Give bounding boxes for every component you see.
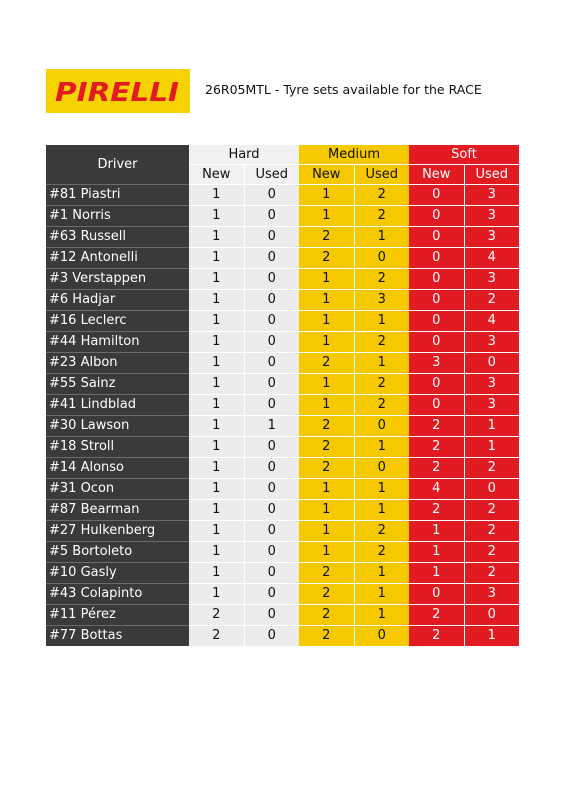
soft-used-cell: 0: [464, 478, 519, 499]
medium-used-cell: 1: [354, 352, 409, 373]
table-row: [46, 541, 519, 562]
medium-new-cell: 2: [299, 562, 354, 583]
page-title: 26R05MTL - Tyre sets available for the RACE: [205, 82, 482, 97]
hard-new-cell: 1: [189, 289, 244, 310]
table-row: [46, 268, 519, 289]
hard-used-cell: 0: [244, 394, 299, 415]
soft-used-cell: 0: [464, 604, 519, 625]
hard-new-cell: 1: [189, 457, 244, 478]
medium-used-cell: 0: [354, 625, 409, 646]
hard-used-cell: 0: [244, 289, 299, 310]
soft-new-cell: 0: [409, 247, 464, 268]
hard-used-cell: 0: [244, 583, 299, 604]
soft-used-cell: 3: [464, 205, 519, 226]
medium-new-cell: 2: [299, 457, 354, 478]
soft-new-cell: 4: [409, 478, 464, 499]
soft-used-cell: 2: [464, 520, 519, 541]
hard-used-cell: 0: [244, 331, 299, 352]
medium-used-header: Used: [354, 164, 409, 184]
soft-new-cell: 0: [409, 184, 464, 205]
soft-new-cell: 1: [409, 520, 464, 541]
medium-new-cell: 1: [299, 499, 354, 520]
driver-cell: #14 Alonso: [46, 457, 189, 478]
soft-new-cell: 0: [409, 268, 464, 289]
medium-new-cell: 1: [299, 394, 354, 415]
soft-used-cell: 3: [464, 583, 519, 604]
soft-new-cell: 2: [409, 436, 464, 457]
hard-new-cell: 1: [189, 562, 244, 583]
medium-used-cell: 2: [354, 268, 409, 289]
table-row: [46, 604, 519, 625]
driver-cell: #3 Verstappen: [46, 268, 189, 289]
soft-new-cell: 3: [409, 352, 464, 373]
medium-used-cell: 1: [354, 478, 409, 499]
hard-used-cell: 1: [244, 415, 299, 436]
soft-new-cell: 0: [409, 373, 464, 394]
medium-new-cell: 1: [299, 310, 354, 331]
medium-used-cell: 2: [354, 394, 409, 415]
medium-used-cell: 1: [354, 226, 409, 247]
soft-used-cell: 0: [464, 352, 519, 373]
hard-new-cell: 1: [189, 583, 244, 604]
medium-used-cell: 2: [354, 520, 409, 541]
table-row: [46, 625, 519, 646]
hard-used-cell: 0: [244, 352, 299, 373]
medium-group-header: Medium: [299, 145, 409, 164]
medium-new-cell: 2: [299, 247, 354, 268]
medium-new-cell: 2: [299, 625, 354, 646]
medium-new-cell: 1: [299, 205, 354, 226]
table-row: [46, 352, 519, 373]
hard-used-cell: 0: [244, 499, 299, 520]
hard-used-cell: 0: [244, 184, 299, 205]
soft-new-cell: 0: [409, 289, 464, 310]
table-row: [46, 436, 519, 457]
soft-used-cell: 3: [464, 184, 519, 205]
medium-used-cell: 1: [354, 583, 409, 604]
soft-used-cell: 1: [464, 625, 519, 646]
soft-used-cell: 3: [464, 373, 519, 394]
table-row: [46, 415, 519, 436]
soft-new-cell: 2: [409, 499, 464, 520]
medium-new-cell: 1: [299, 331, 354, 352]
soft-used-cell: 2: [464, 541, 519, 562]
medium-new-cell: 1: [299, 184, 354, 205]
hard-new-cell: 1: [189, 352, 244, 373]
medium-new-cell: 1: [299, 289, 354, 310]
soft-used-cell: 2: [464, 499, 519, 520]
soft-group-header: Soft: [409, 145, 519, 164]
soft-new-cell: 2: [409, 625, 464, 646]
table-row: [46, 478, 519, 499]
soft-new-cell: 0: [409, 331, 464, 352]
table-row: [46, 499, 519, 520]
soft-used-cell: 3: [464, 394, 519, 415]
medium-used-cell: 1: [354, 436, 409, 457]
hard-used-cell: 0: [244, 226, 299, 247]
medium-used-cell: 2: [354, 205, 409, 226]
table-row: [46, 184, 519, 205]
soft-new-cell: 2: [409, 604, 464, 625]
soft-new-cell: 0: [409, 310, 464, 331]
medium-new-cell: 1: [299, 541, 354, 562]
hard-used-cell: 0: [244, 247, 299, 268]
hard-new-cell: 1: [189, 373, 244, 394]
medium-used-cell: 2: [354, 541, 409, 562]
hard-new-cell: 1: [189, 310, 244, 331]
hard-new-cell: 1: [189, 247, 244, 268]
soft-new-cell: 1: [409, 541, 464, 562]
driver-cell: #43 Colapinto: [46, 583, 189, 604]
hard-new-cell: 1: [189, 331, 244, 352]
soft-used-cell: 3: [464, 268, 519, 289]
driver-cell: #77 Bottas: [46, 625, 189, 646]
medium-used-cell: 2: [354, 184, 409, 205]
soft-used-cell: 1: [464, 415, 519, 436]
driver-cell: #55 Sainz: [46, 373, 189, 394]
hard-used-cell: 0: [244, 604, 299, 625]
hard-new-cell: 1: [189, 415, 244, 436]
medium-new-cell: 2: [299, 604, 354, 625]
hard-used-cell: 0: [244, 625, 299, 646]
hard-new-cell: 1: [189, 478, 244, 499]
soft-new-header: New: [409, 164, 464, 184]
driver-cell: #81 Piastri: [46, 184, 189, 205]
medium-used-cell: 0: [354, 247, 409, 268]
medium-new-cell: 2: [299, 415, 354, 436]
table-row: [46, 226, 519, 247]
soft-new-cell: 2: [409, 457, 464, 478]
hard-used-cell: 0: [244, 268, 299, 289]
driver-cell: #5 Bortoleto: [46, 541, 189, 562]
hard-used-cell: 0: [244, 310, 299, 331]
driver-cell: #41 Lindblad: [46, 394, 189, 415]
soft-used-cell: 2: [464, 289, 519, 310]
soft-used-cell: 2: [464, 562, 519, 583]
hard-new-cell: 2: [189, 604, 244, 625]
driver-cell: #31 Ocon: [46, 478, 189, 499]
driver-cell: #10 Gasly: [46, 562, 189, 583]
table-row: [46, 331, 519, 352]
hard-new-cell: 1: [189, 499, 244, 520]
table-row: [46, 583, 519, 604]
hard-used-cell: 0: [244, 541, 299, 562]
soft-used-cell: 4: [464, 310, 519, 331]
medium-used-cell: 1: [354, 562, 409, 583]
hard-new-cell: 1: [189, 520, 244, 541]
pirelli-logo: [46, 69, 190, 113]
table-row: [46, 562, 519, 583]
hard-used-header: Used: [244, 164, 299, 184]
soft-new-cell: 0: [409, 394, 464, 415]
medium-used-cell: 0: [354, 457, 409, 478]
soft-new-cell: 0: [409, 583, 464, 604]
driver-cell: #16 Leclerc: [46, 310, 189, 331]
table-row: [46, 247, 519, 268]
hard-used-cell: 0: [244, 436, 299, 457]
medium-used-cell: 1: [354, 499, 409, 520]
medium-used-cell: 1: [354, 310, 409, 331]
hard-new-cell: 1: [189, 541, 244, 562]
hard-used-cell: 0: [244, 478, 299, 499]
driver-cell: #23 Albon: [46, 352, 189, 373]
soft-new-cell: 0: [409, 226, 464, 247]
hard-new-header: New: [189, 164, 244, 184]
hard-used-cell: 0: [244, 457, 299, 478]
driver-cell: #18 Stroll: [46, 436, 189, 457]
table-row: [46, 310, 519, 331]
medium-new-cell: 1: [299, 268, 354, 289]
driver-cell: #27 Hulkenberg: [46, 520, 189, 541]
hard-new-cell: 1: [189, 394, 244, 415]
medium-used-cell: 3: [354, 289, 409, 310]
tyre-sets-table: [46, 145, 519, 646]
driver-cell: #12 Antonelli: [46, 247, 189, 268]
medium-new-cell: 2: [299, 226, 354, 247]
hard-used-cell: 0: [244, 520, 299, 541]
soft-used-header: Used: [464, 164, 519, 184]
medium-used-cell: 2: [354, 373, 409, 394]
hard-new-cell: 1: [189, 226, 244, 247]
medium-used-cell: 0: [354, 415, 409, 436]
soft-used-cell: 3: [464, 331, 519, 352]
hard-new-cell: 1: [189, 184, 244, 205]
medium-new-cell: 2: [299, 583, 354, 604]
medium-used-cell: 2: [354, 331, 409, 352]
driver-cell: #1 Norris: [46, 205, 189, 226]
pirelli-logo-mark: [53, 77, 183, 105]
medium-new-cell: 2: [299, 436, 354, 457]
soft-new-cell: 1: [409, 562, 464, 583]
medium-new-cell: 2: [299, 352, 354, 373]
table-row: [46, 289, 519, 310]
logo-text: PIRELLI: [55, 78, 180, 105]
driver-cell: #11 Pérez: [46, 604, 189, 625]
driver-cell: #87 Bearman: [46, 499, 189, 520]
soft-used-cell: 4: [464, 247, 519, 268]
hard-new-cell: 1: [189, 268, 244, 289]
table-row: [46, 373, 519, 394]
hard-used-cell: 0: [244, 373, 299, 394]
table-row: [46, 520, 519, 541]
soft-new-cell: 2: [409, 415, 464, 436]
driver-cell: #30 Lawson: [46, 415, 189, 436]
medium-used-cell: 1: [354, 604, 409, 625]
table-row: [46, 457, 519, 478]
soft-used-cell: 1: [464, 436, 519, 457]
soft-used-cell: 2: [464, 457, 519, 478]
hard-group-header: Hard: [189, 145, 299, 164]
medium-new-cell: 1: [299, 520, 354, 541]
driver-cell: #6 Hadjar: [46, 289, 189, 310]
driver-column-header: Driver: [46, 145, 189, 184]
driver-cell: #63 Russell: [46, 226, 189, 247]
hard-used-cell: 0: [244, 562, 299, 583]
medium-new-cell: 1: [299, 373, 354, 394]
medium-new-cell: 1: [299, 478, 354, 499]
table-row: [46, 394, 519, 415]
hard-new-cell: 1: [189, 436, 244, 457]
table-row: [46, 205, 519, 226]
medium-new-header: New: [299, 164, 354, 184]
soft-used-cell: 3: [464, 226, 519, 247]
hard-used-cell: 0: [244, 205, 299, 226]
soft-new-cell: 0: [409, 205, 464, 226]
hard-new-cell: 1: [189, 205, 244, 226]
driver-cell: #44 Hamilton: [46, 331, 189, 352]
hard-new-cell: 2: [189, 625, 244, 646]
